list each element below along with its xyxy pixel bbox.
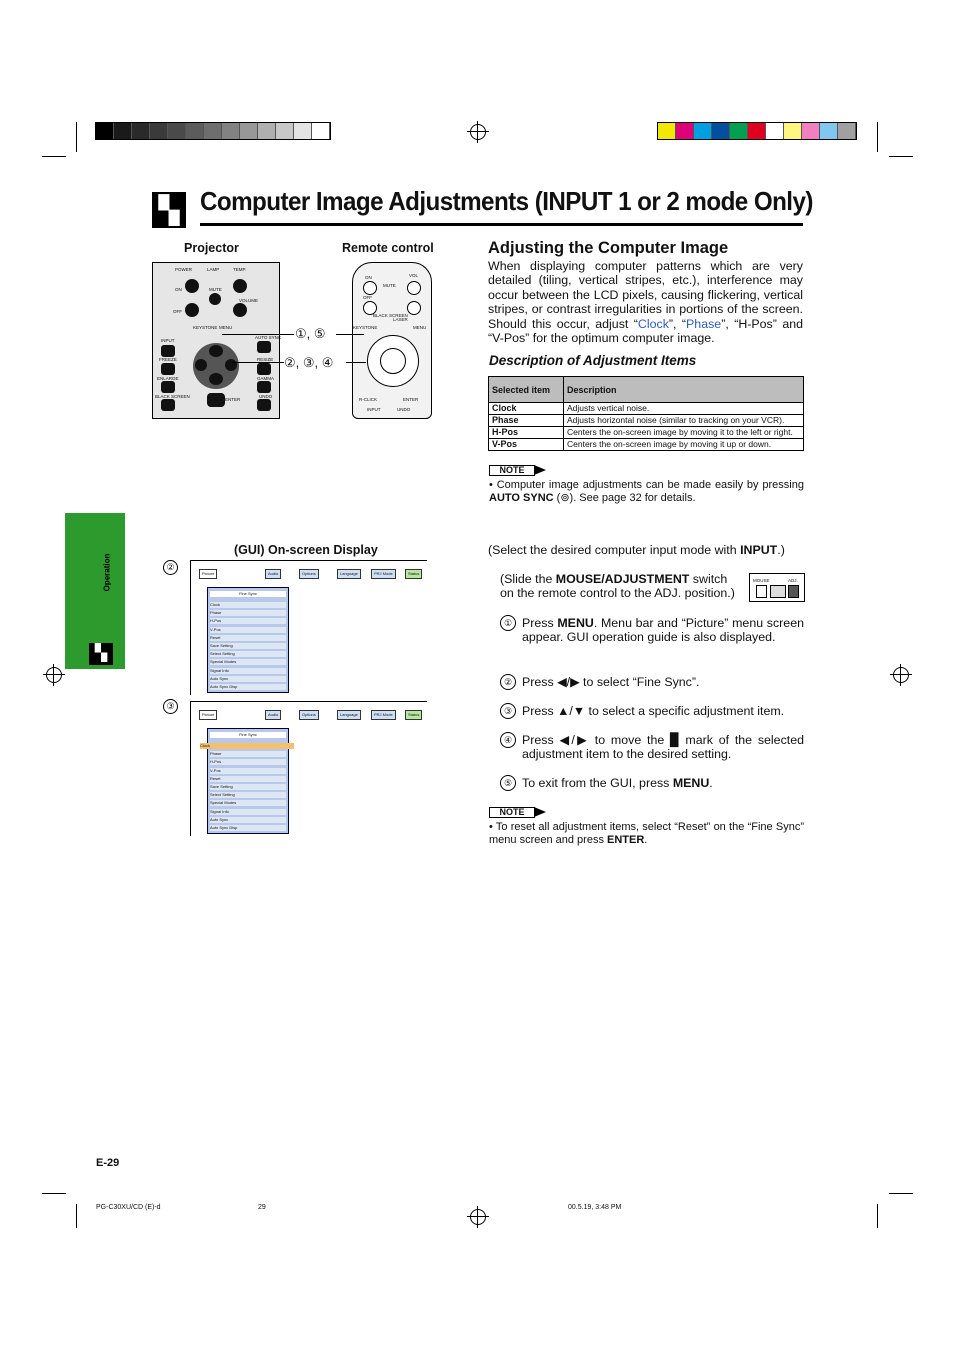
gui-tab: PRJ Mode [371, 710, 396, 720]
color-swatch [96, 123, 114, 139]
projector-label: Projector [184, 241, 239, 255]
gui-menu-item: H-Pos [210, 618, 286, 624]
power-off-button [185, 303, 199, 317]
steps-intro: (Select the desired computer input mode with INPUT.) [488, 543, 785, 557]
gui-menu-item: Select Setting [210, 792, 286, 798]
gui-menu-item: Auto Sync [210, 817, 286, 823]
phase-link: Phase [686, 316, 722, 331]
left-button [195, 359, 207, 371]
color-swatch [694, 123, 712, 139]
gui-menu-item: Save Setting [210, 643, 286, 649]
gui-tab: Language [337, 569, 361, 579]
gui-menu-item: H-Pos [210, 759, 286, 765]
crop-mark [42, 1193, 66, 1194]
remote-on-button [363, 281, 377, 295]
note2-text: • To reset all adjustment items, select “Reset” on the “Fine Sync” menu screen and press ENTER. [489, 821, 804, 846]
color-swatch [748, 123, 766, 139]
step-text: To exit from the GUI, press MENU. [522, 776, 713, 790]
table-cell: Centers the on-screen image by moving it up or down. [564, 439, 804, 451]
power-on-button [185, 279, 199, 293]
registration-mark-icon [470, 1209, 486, 1225]
crop-mark [889, 156, 913, 157]
gamma-button [257, 381, 271, 393]
table-cell: Adjusts vertical noise. [564, 403, 804, 415]
table-cell: Phase [489, 415, 564, 427]
gui-fine-sync-window [200, 728, 289, 834]
crop-mark [42, 156, 66, 157]
table-cell: Centers the on-screen image by moving it to the left or right. [564, 427, 804, 439]
gui-tab: Audio [265, 710, 281, 720]
crop-mark [877, 1204, 878, 1228]
gui-screen-fine-sync [190, 560, 427, 695]
gui-menu-item: Signal Info [210, 809, 286, 815]
clock-link: Clock [637, 316, 669, 331]
section-tab-operation: Operation ▚ [65, 513, 125, 669]
table-cell: Clock [489, 403, 564, 415]
crop-mark [76, 1204, 77, 1228]
color-swatch [838, 123, 856, 139]
table-header: Description [564, 377, 804, 403]
color-swatch [658, 123, 676, 139]
table-row [489, 415, 804, 427]
step-number: ② [500, 674, 516, 690]
gui-menu-item: Reset [210, 776, 286, 782]
remote-vol-up-button [407, 281, 421, 295]
color-swatch [240, 123, 258, 139]
step-text: Press ▲/▼ to select a specific adjustment item. [522, 704, 785, 718]
color-swatch [186, 123, 204, 139]
gui-tab: Status [405, 569, 422, 579]
gui-menu-item: Save Setting [210, 784, 286, 790]
gui-menu-item: Auto Sync [210, 676, 286, 682]
gui-fine-sync-window [207, 587, 289, 693]
color-swatch [276, 123, 294, 139]
adjustment-items-table [488, 376, 804, 451]
crop-mark [76, 122, 77, 152]
gui-tab: Picture [199, 710, 217, 720]
step-number: ④ [500, 732, 516, 748]
color-swatch [150, 123, 168, 139]
step-text: Press ◀/▶ to move the ▉ mark of the selected adjustment item to the desired setting. [522, 733, 804, 762]
page-number: E-29 [96, 1157, 120, 1169]
mute-button [209, 293, 221, 305]
callout-line [346, 362, 366, 363]
adjusting-paragraph: When displaying computer patterns which are very detailed (tiling, vertical stripes, etc.), interference may occur between the LCD pixels, causing flickering, vertical stripes, or contrast irregularities in portions of the screen. Should this occur, adjust “Clock”, “Phase”, “H-Pos” and “V-Pos” for the optimum computer image. [488, 259, 804, 346]
footer-file: PG-C30XU/CD (E)-d [96, 1204, 161, 1211]
table-row [489, 403, 804, 415]
table-cell: H-Pos [489, 427, 564, 439]
table-cell: V-Pos [489, 439, 564, 451]
note-arrow-icon [534, 465, 546, 475]
input-button [161, 345, 175, 357]
up-button [209, 345, 223, 357]
note-arrow-icon [534, 807, 546, 817]
enter-button [207, 393, 225, 407]
right-button [225, 359, 237, 371]
black-screen-button [161, 399, 175, 411]
computer-adjust-icon: ▚ [152, 192, 186, 228]
remote-label: Remote control [342, 241, 434, 255]
gui-menu-item: Clock [210, 602, 286, 608]
computer-adjust-icon: ▚ [89, 643, 113, 665]
table-row [489, 439, 804, 451]
gui-menu-item: V-Pos [210, 768, 286, 774]
color-swatch [802, 123, 820, 139]
gui-menu-item: Phase [210, 610, 286, 616]
gui-tab: Options [299, 710, 319, 720]
callout-2-3-4: ②, ③, ④ [284, 355, 334, 370]
color-swatch [114, 123, 132, 139]
gui-screen-fine-sync-selected [190, 701, 427, 836]
gui-menu-item: Select Setting [210, 651, 286, 657]
color-swatch [730, 123, 748, 139]
gui-tab: Status [405, 710, 422, 720]
color-swatch [820, 123, 838, 139]
registration-mark-icon [470, 124, 486, 140]
freeze-button [161, 363, 175, 375]
gui-tab: Audio [265, 569, 281, 579]
color-swatch [712, 123, 730, 139]
footer-date: 00.5.19, 3:48 PM [568, 1204, 622, 1211]
gui-menu-item: Special Modes [210, 800, 286, 806]
gui-menu-item: Signal Info [210, 668, 286, 674]
crop-mark [889, 1193, 913, 1194]
step-marker: ③ [163, 699, 178, 714]
process-color-bar [657, 122, 857, 140]
gui-menu-item: Clock [200, 743, 294, 749]
callout-1-5: ①, ⑤ [295, 326, 326, 341]
gui-window-title: Fine Sync [210, 591, 286, 597]
step-text: Press MENU. Menu bar and “Picture” menu screen appear. GUI operation guide is also displayed. [522, 616, 804, 645]
color-swatch [784, 123, 802, 139]
gui-menu-item: V-Pos [210, 627, 286, 633]
volume-up-button [233, 279, 247, 293]
callout-line [336, 334, 364, 335]
gui-menu-item: Auto Sync Disp [210, 825, 286, 831]
resize-button [257, 363, 271, 375]
down-button [209, 373, 223, 385]
gui-tab: Language [337, 710, 361, 720]
color-swatch [766, 123, 784, 139]
color-swatch [204, 123, 222, 139]
color-swatch [132, 123, 150, 139]
registration-mark-icon [46, 667, 62, 683]
step-marker: ② [163, 560, 178, 575]
enlarge-button [161, 381, 175, 393]
gui-label: (GUI) On-screen Display [234, 543, 378, 557]
step-text: Press ◀/▶ to select “Fine Sync”. [522, 675, 700, 689]
step-number: ① [500, 615, 516, 631]
gui-menu-item: Auto Sync Disp [210, 684, 286, 690]
title-rule [200, 223, 803, 226]
note1-text: • Computer image adjustments can be made easily by pressing AUTO SYNC (⊚). See page 32 for details. [489, 479, 804, 504]
note-badge: NOTE [489, 465, 547, 476]
adjusting-heading: Adjusting the Computer Image [488, 239, 729, 257]
gui-tab: Options [299, 569, 319, 579]
note-badge: NOTE [489, 807, 547, 818]
color-swatch [312, 123, 330, 139]
step-number: ③ [500, 703, 516, 719]
slide-instruction: (Slide the MOUSE/ADJUSTMENT switch on the remote control to the ADJ. position.) [500, 572, 735, 601]
auto-sync-button [257, 341, 271, 353]
description-heading: Description of Adjustment Items [489, 353, 697, 368]
remote-control-illustration: ON MUTE VOL OFF BLACK SCREEN LASER KEYSTONE MENU R-CLICK ENTER INPUT UNDO [352, 262, 432, 419]
mouse-adj-switch-illustration: MOUSE ADJ. [749, 573, 805, 602]
gui-menu-item: Phase [210, 751, 286, 757]
color-swatch [168, 123, 186, 139]
table-row [489, 427, 804, 439]
remote-center-button [380, 348, 406, 374]
projector-panel-illustration: POWER LAMP TEMP. ON MUTE VOLUME OFF KEYSTONE MENU AUTO SYNC INPUT FREEZE RESIZE ENLARGE GAMMA BLACK SCREEN ENTER UNDO [152, 262, 280, 419]
grayscale-color-bar [95, 122, 331, 140]
registration-mark-icon [893, 667, 909, 683]
table-cell: Adjusts horizontal noise (similar to tracking on your VCR). [564, 415, 804, 427]
color-swatch [676, 123, 694, 139]
gui-window-title: Fine Sync [210, 732, 286, 738]
remote-vol-down-button [407, 301, 421, 315]
color-swatch [222, 123, 240, 139]
crop-mark [877, 122, 878, 152]
table-header: Selected item [489, 377, 564, 403]
volume-down-button [233, 303, 247, 317]
gui-menu-item: Special Modes [210, 659, 286, 665]
color-swatch [258, 123, 276, 139]
callout-line [222, 334, 294, 335]
step-number: ⑤ [500, 775, 516, 791]
gui-tab: Picture [199, 569, 217, 579]
gui-tab: PRJ Mode [371, 569, 396, 579]
undo-button [257, 399, 271, 411]
footer-num: 29 [258, 1204, 266, 1211]
color-swatch [294, 123, 312, 139]
gui-menu-item: Reset [210, 635, 286, 641]
callout-line [232, 362, 284, 363]
page-title: Computer Image Adjustments (INPUT 1 or 2 mode Only) [200, 186, 813, 216]
